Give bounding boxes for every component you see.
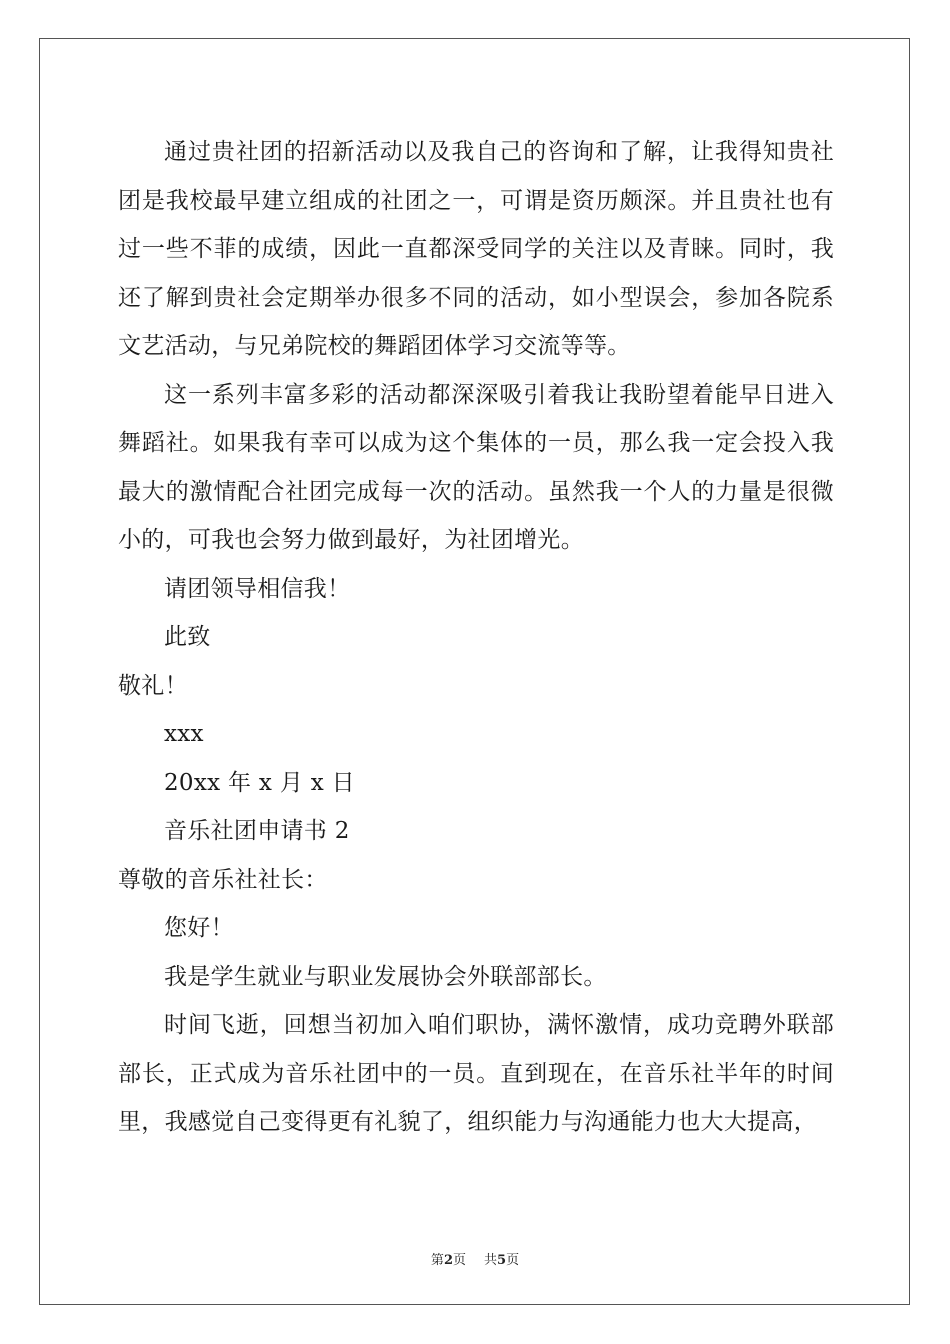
footer-total-prefix: 共: [484, 1253, 498, 1268]
document-body: [118, 128, 834, 1147]
footer-page-prefix: 第: [430, 1253, 444, 1268]
paragraph-intro: 我是学生就业与职业发展协会外联部部长。: [164, 963, 607, 990]
footer-page-number: 2: [443, 1253, 453, 1268]
paragraph-3: 请团领导相信我！: [164, 575, 351, 602]
paragraph-4: 时间飞逝，回想当初加入咱们职协，满怀激情，成功竞聘外联部部长，正式成为音乐社团中的一员。直到现在，在音乐社半年的时间里，我感觉自己变得更有礼貌了，组织能力与沟通能力也大大提高，: [118, 1012, 834, 1135]
closing-respect: 敬礼！: [118, 672, 188, 699]
footer-total-suffix: 页: [506, 1253, 520, 1268]
footer-total-pages: 5: [497, 1253, 507, 1268]
letter-greeting: 尊敬的音乐社社长：: [118, 866, 328, 893]
letter-hello: 您好！: [164, 915, 234, 941]
signature-date: 20xx 年 x 月 x 日: [164, 769, 355, 796]
closing-salutation: 此致: [164, 624, 211, 650]
footer-page-suffix: 页: [452, 1253, 466, 1268]
signature-name: xxx: [164, 721, 204, 747]
paragraph-2: 这一系列丰富多彩的活动都深深吸引着我让我盼望着能早日进入舞蹈社。如果我有幸可以成为这个集体的一员，那么我一定会投入我最大的激情配合社团完成每一次的活动。虽然我一个人的力量是很微小的，可我也会努力做到最好，为社团增光。: [118, 381, 834, 553]
page-footer: [0, 1249, 950, 1268]
paragraph-1: 通过贵社团的招新活动以及我自己的咨询和了解，让我得知贵社团是我校最早建立组成的社团之一，可谓是资历颇深。并且贵社也有过一些不菲的成绩，因此一直都深受同学的关注以及青睐。同时，我还了解到贵社会定期举办很多不同的活动，如小型误会，参加各院系文艺活动，与兄弟院校的舞蹈团体学习交流等等。: [118, 139, 834, 359]
section-title: 音乐社团申请书 2: [164, 818, 350, 844]
